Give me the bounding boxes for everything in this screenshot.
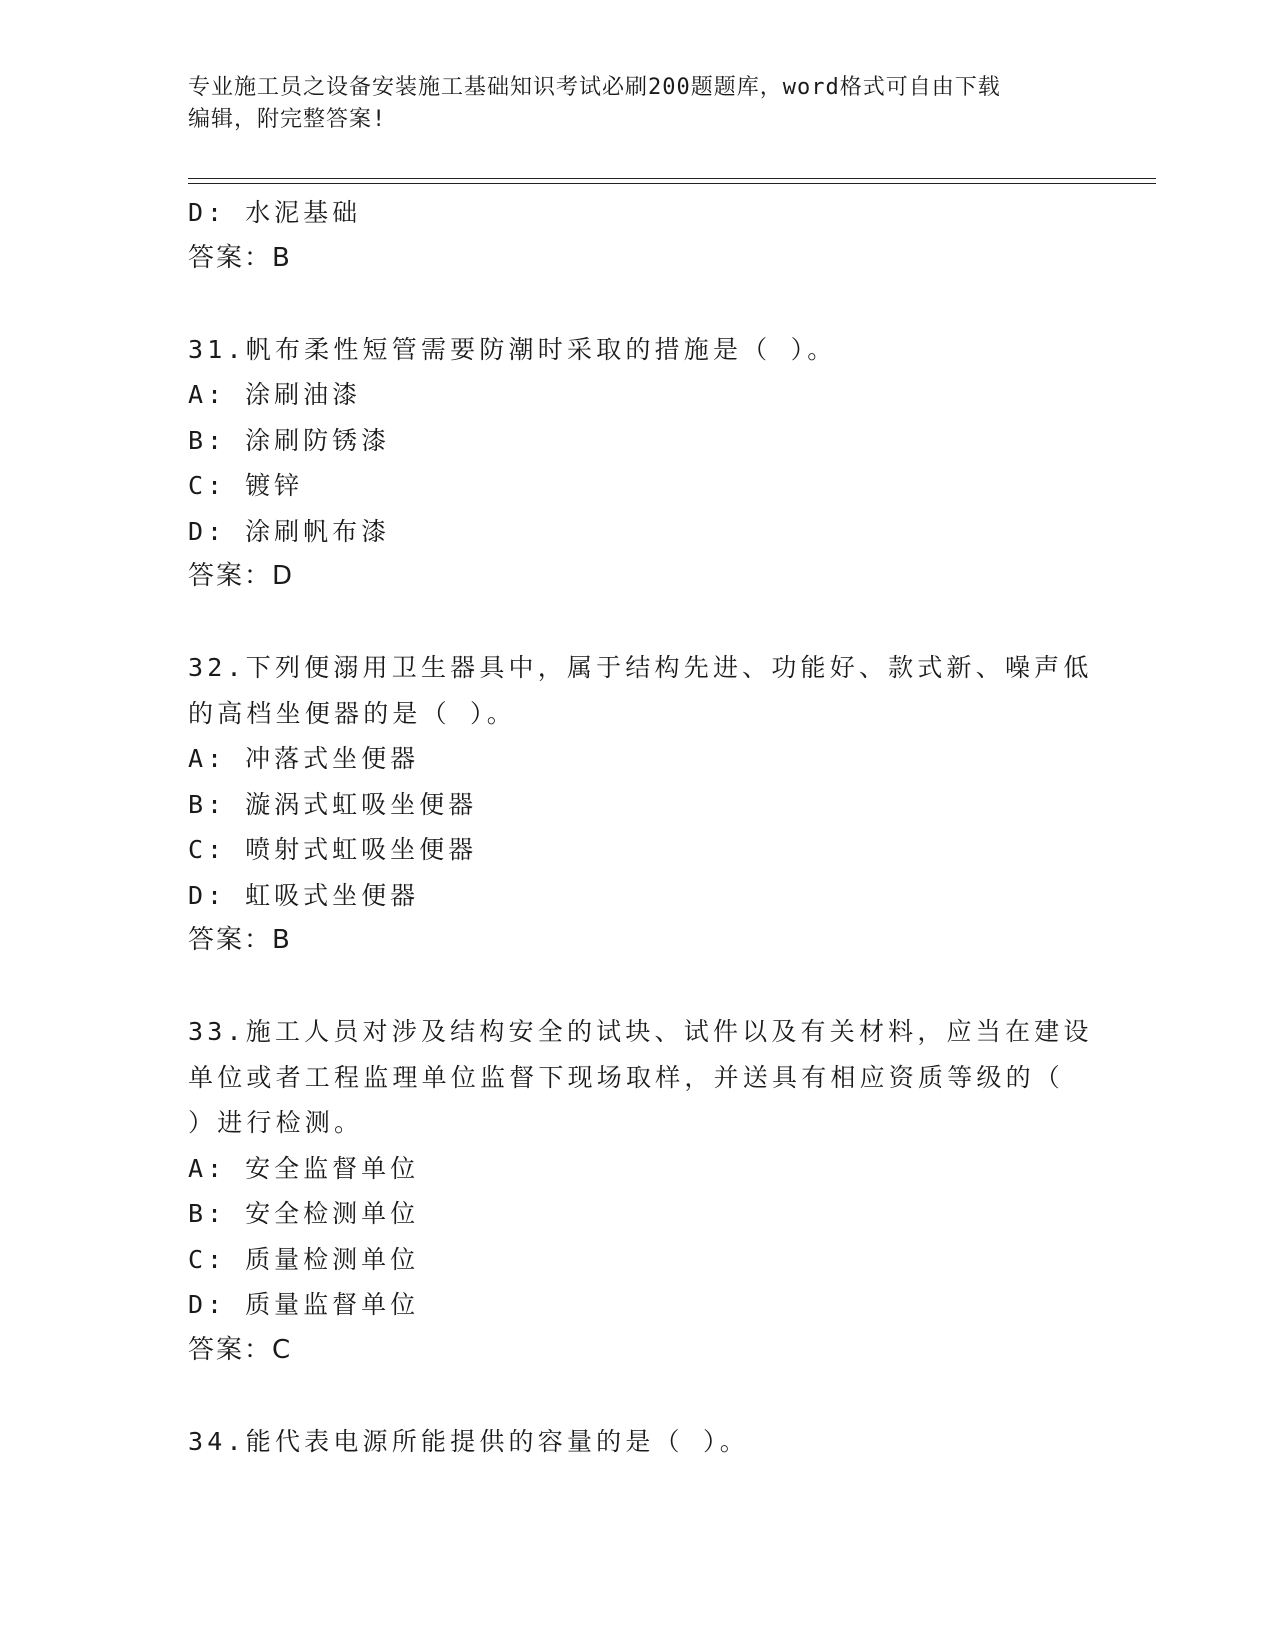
answer-line: 答案：B bbox=[188, 242, 292, 273]
option-b: B: 安全检测单位 bbox=[188, 1199, 420, 1228]
question-text: ）进行检测。 bbox=[188, 1108, 364, 1137]
question-text: 33.施工人员对涉及结构安全的试块、试件以及有关材料，应当在建设 bbox=[188, 1017, 1093, 1046]
question-text: 31.帆布柔性短管需要防潮时采取的措施是（ ）。 bbox=[188, 334, 837, 364]
option-c: C: 喷射式虹吸坐便器 bbox=[188, 835, 478, 864]
option-b: B: 漩涡式虹吸坐便器 bbox=[188, 789, 478, 819]
spacer bbox=[188, 964, 1088, 1010]
document-header bbox=[188, 72, 1088, 136]
question-34 bbox=[188, 1419, 1088, 1465]
option-a: A: 冲落式坐便器 bbox=[188, 744, 420, 773]
question-32 bbox=[188, 645, 1093, 964]
option-d: D: 虹吸式坐便器 bbox=[188, 880, 420, 910]
option-d: D: 水泥基础 bbox=[188, 198, 362, 227]
option-b: B: 涂刷防锈漆 bbox=[188, 425, 391, 455]
question-text: 34.能代表电源所能提供的容量的是（ ）。 bbox=[188, 1426, 749, 1456]
header-divider-top bbox=[188, 178, 1156, 179]
question-31 bbox=[188, 327, 1088, 600]
question-list bbox=[188, 190, 1093, 1464]
spacer bbox=[188, 281, 1088, 327]
spacer bbox=[188, 1373, 1088, 1419]
answer-line: 答案：C bbox=[188, 1334, 293, 1365]
header-line-1: 专业施工员之设备安装施工基础知识考试必刷200题题库，word格式可自由下载 bbox=[188, 75, 1001, 100]
question-text: 32.下列便溺用卫生器具中，属于结构先进、功能好、款式新、噪声低 bbox=[188, 653, 1093, 682]
header-line-2: 编辑，附完整答案! bbox=[188, 107, 387, 132]
header-divider-bottom bbox=[188, 183, 1156, 184]
option-d: D: 涂刷帆布漆 bbox=[188, 516, 391, 546]
question-text: 的高档坐便器的是（ ）。 bbox=[188, 698, 516, 728]
option-c: C: 质量检测单位 bbox=[188, 1244, 420, 1274]
option-d: D: 质量监督单位 bbox=[188, 1290, 420, 1319]
spacer bbox=[188, 600, 1088, 646]
option-a: A: 安全监督单位 bbox=[188, 1153, 420, 1183]
option-a: A: 涂刷油漆 bbox=[188, 380, 362, 409]
answer-line: 答案：B bbox=[188, 925, 292, 955]
answer-line: 答案：D bbox=[188, 561, 295, 591]
option-c: C: 镀锌 bbox=[188, 471, 304, 500]
question-33 bbox=[188, 1009, 1093, 1373]
question-text: 单位或者工程监理单位监督下现场取样，并送具有相应资质等级的（ bbox=[188, 1062, 1065, 1092]
